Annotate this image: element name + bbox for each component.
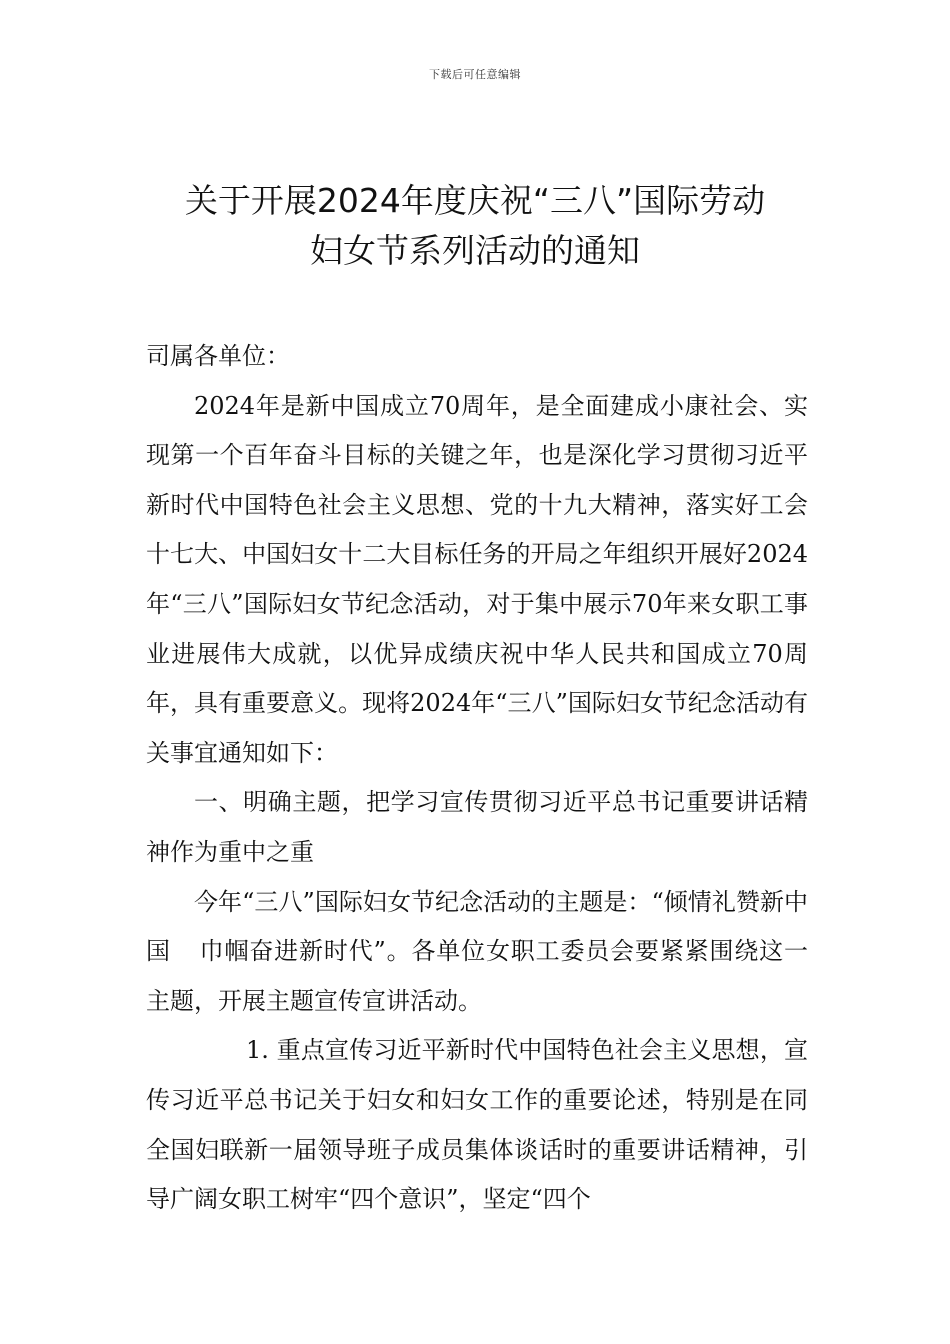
theme-text-part-1: 今年“三八”国际妇女节纪念活动的主题是：“倾情礼赞新中国	[146, 887, 808, 966]
document-title	[120, 176, 830, 276]
intro-paragraph: 2024年是新中国成立70周年，是全面建成小康社会、实现第一个百年奋斗目标的关键之年，也是深化学习贯彻习近平新时代中国特色社会主义思想、党的十九大精神，落实好工会十七大、中国妇女十二大目标任务的开局之年组织开展好2024年“三八”国际妇女节纪念活动，对于集中展示70年来女职工事业进展伟大成就，以优异成绩庆祝中华人民共和国成立70周年，具有重要意义。现将2024年“三八”国际妇女节纪念活动有关事宜通知如下：	[146, 391, 808, 767]
section-1-heading: 一、明确主题，把学习宣传贯彻习近平总书记重要讲话精神作为重中之重	[146, 788, 808, 866]
document-body	[146, 332, 808, 1225]
item-1-paragraph: 1. 重点宣传习近平新时代中国特色社会主义思想，宣传习近平总书记关于妇女和妇女工作的重要论述，特别是在同全国妇联新一届领导班子成员集体谈话时的重要讲话精神，引导广阔女职工树牢“四个意识”，坚定“四个	[146, 1036, 808, 1214]
title-line-1: 关于开展2024年度庆祝“三八”国际劳动	[184, 181, 766, 220]
title-line-2: 妇女节系列活动的通知	[310, 231, 640, 270]
salutation: 司属各单位：	[146, 342, 290, 370]
header-note: 下载后可任意编辑	[429, 68, 521, 81]
theme-paragraph	[146, 878, 808, 1027]
theme-text-part-2: 巾帼奋进新时代”。各单位女职工委员会要紧紧围绕这一主题，开展主题宣传宣讲活动。	[146, 937, 808, 1015]
